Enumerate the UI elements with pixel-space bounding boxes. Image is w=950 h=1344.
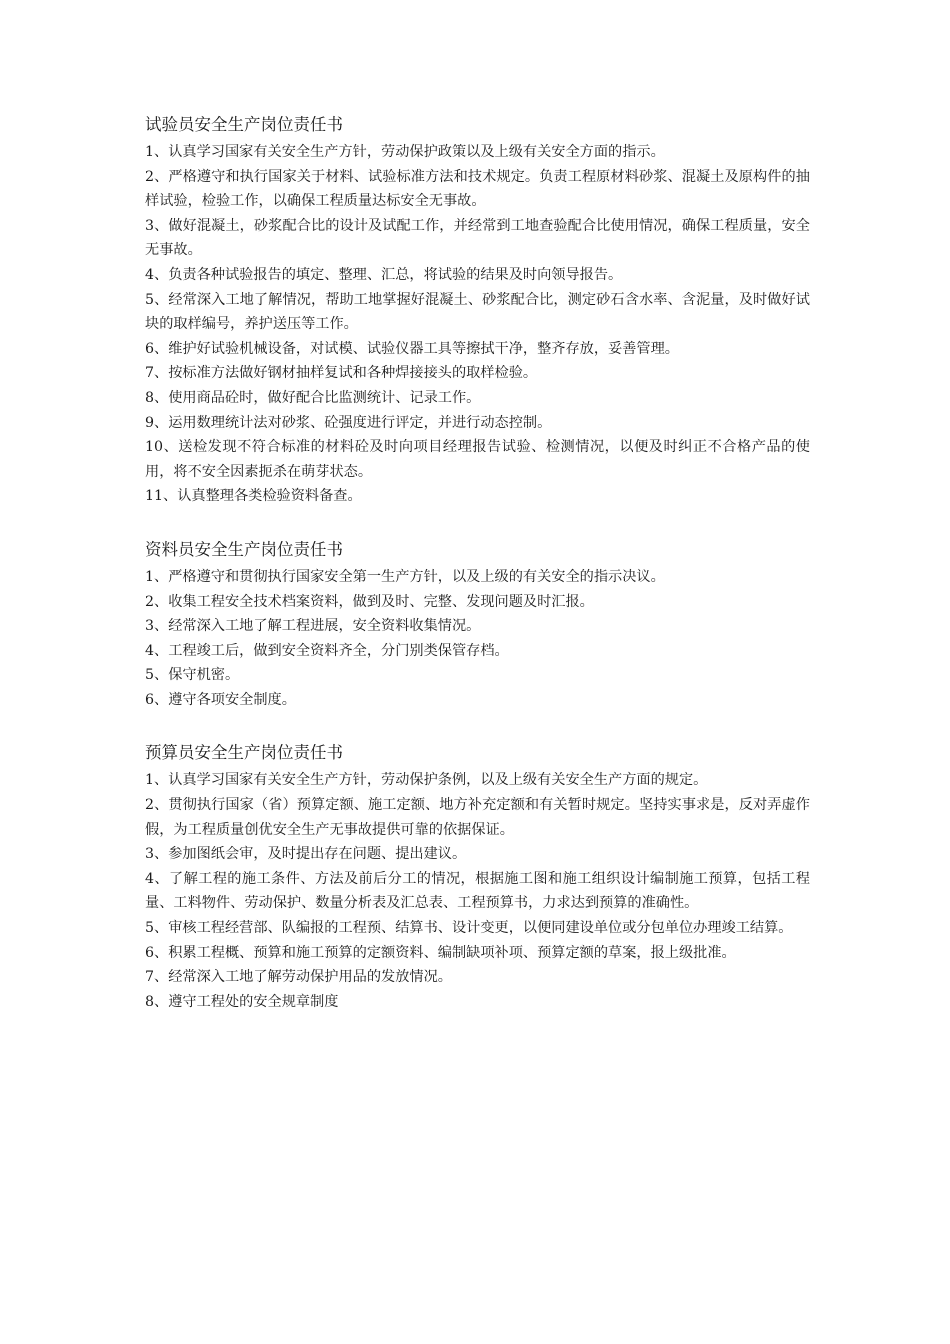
list-item: 2、贯彻执行国家（省）预算定额、施工定额、地方补充定额和有关暂时规定。坚持实事求是，反对弄虚作假，为工程质量创优安全生产无事故提供可靠的依据保证。 [145,797,810,838]
section-tester [145,112,810,509]
list-item: 11、认真整理各类检验资料备查。 [145,488,362,505]
list-item: 7、按标准方法做好钢材抽样复试和各种焊接接头的取样检验。 [145,365,538,382]
section-title: 预算员安全生产岗位责任书 [145,743,343,763]
list-item: 6、遵守各项安全制度。 [145,691,296,708]
list-item: 7、经常深入工地了解劳动保护用品的发放情况。 [145,969,452,986]
list-item: 5、审核工程经营部、队编报的工程预、结算书、设计变更，以便同建设单位或分包单位办理竣工结算。 [145,920,793,937]
list-item: 3、做好混凝土，砂浆配合比的设计及试配工作，并经常到工地查验配合比使用情况，确保工程质量，安全无事故。 [145,217,810,259]
item-list [145,768,810,1014]
list-item: 3、经常深入工地了解工程进展，安全资料收集情况。 [145,618,481,635]
section-budget-estimator [145,740,810,1014]
section-title: 试验员安全生产岗位责任书 [145,115,343,134]
document-page [145,112,810,1042]
list-item: 9、运用数理统计法对砂浆、砼强度进行评定，并进行动态控制。 [145,414,552,431]
section-title: 资料员安全生产岗位责任书 [145,539,343,559]
list-item: 8、使用商品砼时，做好配合比监测统计、记录工作。 [145,389,481,406]
item-list [145,140,810,509]
list-item: 10、送检发现不符合标准的材料砼及时向项目经理报告试验、检测情况，以便及时纠正不合格产品的使用，将不安全因素扼杀在萌芽状态。 [145,439,810,480]
list-item: 2、收集工程安全技术档案资料，做到及时、完整、发现问题及时汇报。 [145,593,594,610]
list-item: 5、经常深入工地了解情况，帮助工地掌握好混凝土、砂浆配合比，测定砂石含水率、含泥量，及时做好试块的取样编号，养护送压等工作。 [145,291,810,333]
list-item: 6、维护好试验机械设备，对试模、试验仪器工具等擦拭干净，整齐存放，妥善管理。 [145,340,679,357]
list-item: 1、认真学习国家有关安全生产方针，劳动保护条例，以及上级有关安全生产方面的规定。 [145,772,708,789]
list-item: 8、遵守工程处的安全规章制度 [145,993,339,1010]
list-item: 2、严格遵守和执行国家关于材料、试验标准方法和技术规定。负责工程原材料砂浆、混凝土及原构件的抽样试验，检验工作，以确保工程质量达标安全无事故。 [145,168,810,210]
list-item: 5、保守机密。 [145,667,240,684]
list-item: 4、负责各种试验报告的填定、整理、汇总，将试验的结果及时向领导报告。 [145,266,623,283]
list-item: 4、了解工程的施工条件、方法及前后分工的情况，根据施工图和施工组织设计编制施工预算，包括工程量、工料物件、劳动保护、数量分析表及汇总表、工程预算书，力求达到预算的准确性。 [145,870,810,912]
list-item: 4、工程竣工后，做到安全资料齐全，分门别类保管存档。 [145,642,509,659]
section-documentation-clerk [145,537,810,713]
item-list [145,565,810,713]
list-item: 1、严格遵守和贯彻执行国家安全第一生产方针，以及上级的有关安全的指示决议。 [145,568,665,585]
list-item: 3、参加图纸会审，及时提出存在问题、提出建议。 [145,846,467,863]
list-item: 6、积累工程概、预算和施工预算的定额资料、编制缺项补项、预算定额的草案，报上级批准。 [145,944,736,961]
list-item: 1、认真学习国家有关安全生产方针，劳动保护政策以及上级有关安全方面的指示。 [145,144,665,160]
